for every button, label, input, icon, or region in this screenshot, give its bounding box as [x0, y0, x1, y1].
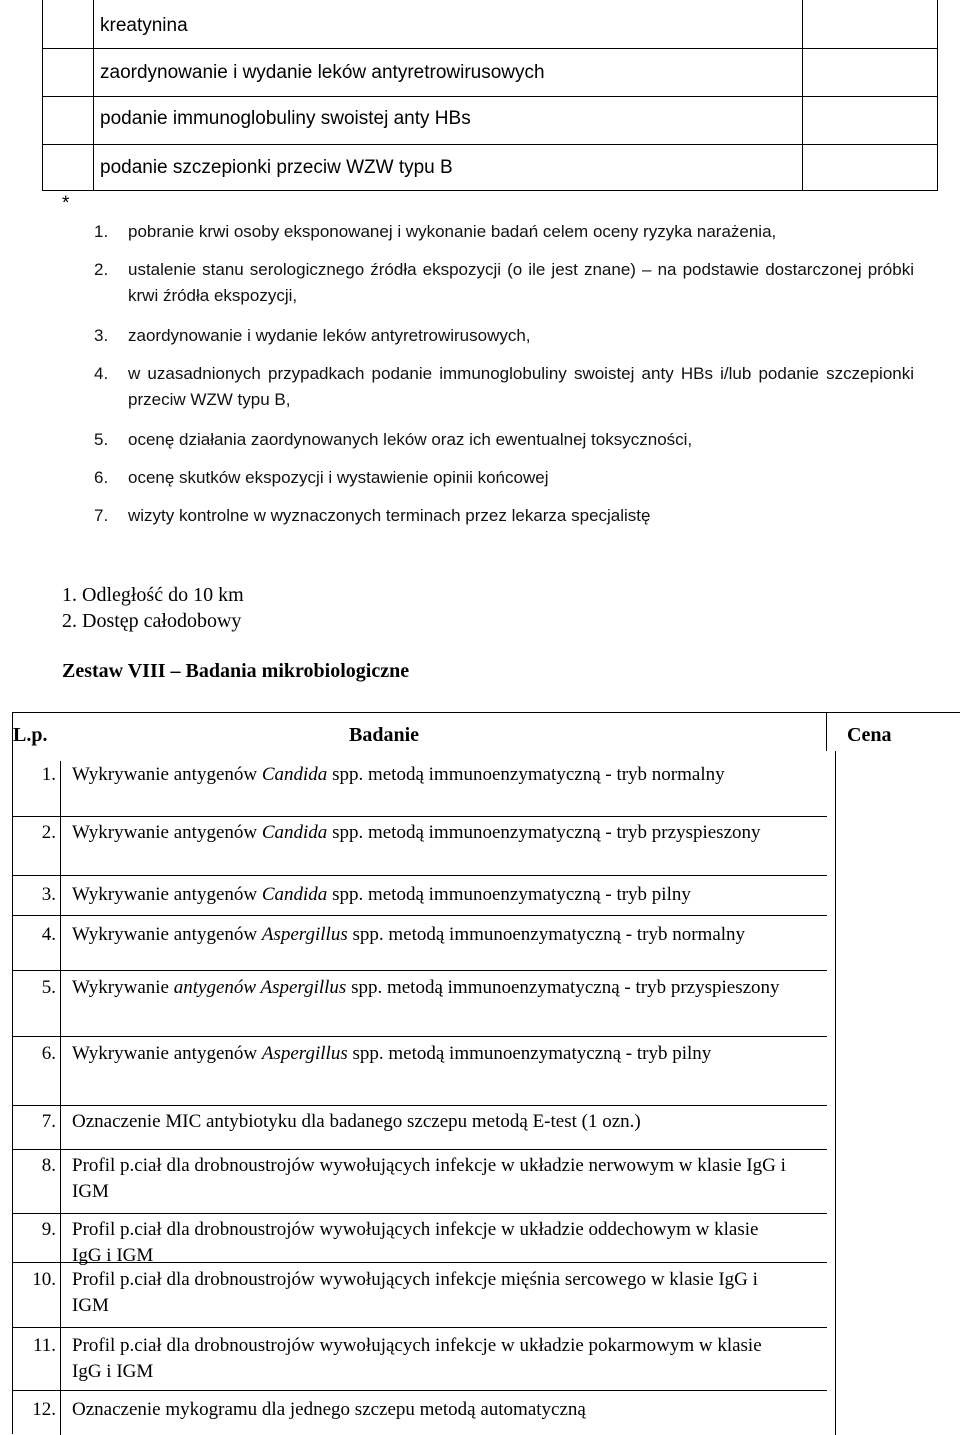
table-cell: podanie szczepionki przeciw WZW typu B — [100, 157, 453, 178]
description-text: Wykrywanie antygenów — [72, 1043, 262, 1064]
genus-name: Candida — [261, 822, 328, 843]
column-divider — [826, 713, 827, 751]
description-text: spp. metodą immunoenzymatyczną - tryb pilny — [347, 1043, 712, 1064]
row-description — [72, 1397, 792, 1423]
genus-name: Candida — [261, 884, 328, 905]
row-divider — [13, 1105, 827, 1106]
item-text: wizyty kontrolne w wyznaczonych terminach przez lekarza specjalistę — [128, 506, 651, 525]
item-number: 3. — [94, 326, 109, 345]
row-divider — [13, 1390, 827, 1391]
table-cell: podanie immunoglobuliny swoistej anty HBs — [100, 108, 471, 129]
description-text: Wykrywanie antygenów — [72, 822, 262, 843]
column-divider — [60, 761, 61, 1435]
row-number: 4. — [41, 924, 56, 945]
description-text: Wykrywanie antygenów — [72, 884, 262, 905]
row-divider — [13, 1213, 827, 1214]
row-description — [72, 882, 792, 908]
row-description — [72, 975, 792, 1001]
description-text: spp. metodą immunoenzymatyczną - tryb normalny — [347, 924, 746, 945]
column-divider — [802, 0, 803, 190]
item-text: zaordynowanie i wydanie leków antyretrowirusowych, — [128, 326, 531, 345]
description-text: Oznaczenie mykogramu dla jednego szczepu metodą automatyczną — [72, 1399, 586, 1420]
note-distance: 1. Odległość do 10 km — [62, 584, 244, 606]
row-divider — [43, 48, 937, 49]
row-divider — [13, 1149, 827, 1150]
row-description — [72, 1153, 792, 1205]
row-number: 3. — [41, 884, 56, 905]
description-text: Wykrywanie — [72, 977, 174, 998]
description-text: spp. metodą immunoenzymatyczną - tryb normalny — [327, 764, 725, 785]
description-text: Wykrywanie antygenów — [72, 764, 262, 785]
row-description — [72, 922, 792, 948]
item-text: pobranie krwi osoby eksponowanej i wykonanie badań celem oceny ryzyka narażenia, — [128, 222, 777, 241]
row-divider — [13, 875, 827, 876]
item-text: w uzasadnionych przypadkach podanie immunoglobuliny swoistej anty HBs i/lub podanie szczepionki przeciw WZW typu B, — [128, 364, 914, 409]
header-test: Badanie — [349, 724, 420, 746]
row-description — [72, 820, 792, 846]
genus-name: antygenów Aspergillus — [173, 977, 347, 998]
item-text: ustalenie stanu serologicznego źródła ekspozycji (o ile jest znane) – na podstawie dostarczonej próbki krwi źródła ekspozycji, — [128, 260, 914, 305]
row-description — [72, 1267, 792, 1319]
row-number: 11. — [32, 1335, 56, 1356]
row-description — [72, 1041, 792, 1067]
genus-name: Candida — [261, 764, 328, 785]
footnote-marker: * — [62, 193, 70, 214]
description-text: Oznaczenie MIC antybiotyku dla badanego szczepu metodą E-test (1 ozn.) — [72, 1111, 641, 1132]
item-number: 6. — [94, 468, 109, 487]
row-divider — [43, 96, 937, 97]
row-description — [72, 762, 792, 788]
row-number: 5. — [41, 977, 56, 998]
description-text: spp. metodą immunoenzymatyczną - tryb przyspieszony — [327, 822, 761, 843]
description-text: Profil p.ciał dla drobnoustrojów wywołujących infekcje w układzie pokarmowym w klasie IgG i IGM — [72, 1335, 762, 1382]
header-price: Cena — [847, 724, 892, 746]
row-number: 2. — [41, 822, 56, 843]
row-number: 7. — [41, 1111, 56, 1132]
price-table — [12, 712, 960, 1434]
row-divider — [13, 816, 827, 817]
row-divider — [13, 1036, 827, 1037]
description-text: spp. metodą immunoenzymatyczną - tryb pilny — [327, 884, 691, 905]
row-description — [72, 1217, 792, 1269]
row-number: 9. — [41, 1219, 56, 1240]
table-cell: zaordynowanie i wydanie leków antyretrowirusowych — [100, 62, 545, 83]
column-divider — [93, 0, 94, 190]
description-text: Profil p.ciał dla drobnoustrojów wywołujących infekcje w układzie oddechowym w klasie IgG i IGM — [72, 1219, 759, 1266]
row-number: 8. — [41, 1155, 56, 1176]
description-text: Profil p.ciał dla drobnoustrojów wywołujących infekcje w układzie nerwowym w klasie IgG i IGM — [72, 1155, 786, 1202]
genus-name: Aspergillus — [261, 1043, 348, 1064]
row-divider — [13, 1327, 827, 1328]
item-number: 5. — [94, 430, 109, 449]
row-description — [72, 1333, 792, 1385]
row-divider — [13, 915, 827, 916]
row-number: 10. — [32, 1269, 56, 1290]
item-number: 4. — [94, 364, 109, 383]
row-number: 1. — [41, 764, 56, 785]
item-text: ocenę działania zaordynowanych leków oraz ich ewentualnej toksyczności, — [128, 430, 693, 449]
description-text: Wykrywanie antygenów — [72, 924, 262, 945]
item-text: ocenę skutków ekspozycji i wystawienie opinii końcowej — [128, 468, 549, 487]
section-title: Zestaw VIII – Badania mikrobiologiczne — [62, 660, 410, 682]
note-availability: 2. Dostęp całodobowy — [62, 610, 242, 632]
description-text: Profil p.ciał dla drobnoustrojów wywołujących infekcje mięśnia sercowego w klasie IgG i IGM — [72, 1269, 758, 1316]
item-number: 1. — [94, 222, 109, 241]
header-lp: L.p. — [13, 724, 48, 746]
genus-name: Aspergillus — [261, 924, 348, 945]
top-table — [42, 0, 938, 191]
item-number: 2. — [94, 260, 109, 279]
item-number: 7. — [94, 506, 109, 525]
row-number: 12. — [32, 1399, 56, 1420]
row-description — [72, 1109, 792, 1135]
row-divider — [13, 970, 827, 971]
row-divider — [43, 144, 937, 145]
column-divider — [835, 751, 836, 1435]
description-text: spp. metodą immunoenzymatyczną - tryb przyspieszony — [346, 977, 780, 998]
table-cell: kreatynina — [100, 15, 188, 36]
row-number: 6. — [41, 1043, 56, 1064]
